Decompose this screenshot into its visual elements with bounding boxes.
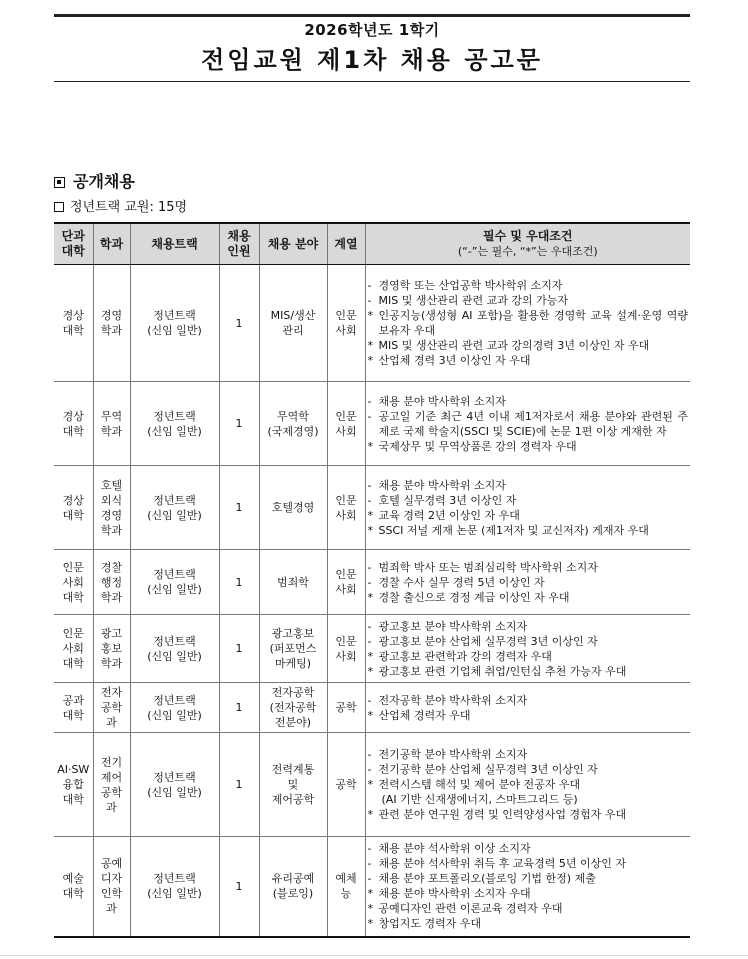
department-cell: 무역 학과 [93,382,130,466]
condition-text: (AI 기반 신재생에너지, 스마트그리드 등) [381,793,578,806]
condition-text: SSCI 저널 게재 논문 (제1저자 및 교신저자) 게재자 우대 [378,523,649,537]
condition-item [368,394,689,409]
condition-item [368,308,689,338]
condition-text: 광고홍보 분야 산업체 실무경력 3년 이상인 자 [378,634,598,648]
required-marker: - [367,478,372,492]
count-cell: 1 [219,265,259,382]
condition-text: 산업체 경력자 우대 [378,708,471,722]
college-cell: 예술 대학 [54,837,93,937]
header-track: 채용트랙 [130,223,219,265]
conditions-cell [365,837,690,937]
condition-item [368,590,689,605]
condition-item [368,508,689,523]
condition-item [368,901,689,916]
series-cell: 공학 [327,683,365,733]
required-marker: - [367,693,372,707]
count-cell: 1 [219,733,259,837]
preferred-marker: * [367,902,373,916]
condition-item [368,338,689,353]
field-cell: 호텔경영 [259,466,327,550]
condition-item [368,871,689,886]
condition-item [368,916,689,931]
required-marker: - [367,872,372,886]
table-row [54,550,690,615]
preferred-marker: * [367,439,373,453]
conditions-cell [365,683,690,733]
field-cell: 범죄학 [259,550,327,615]
condition-text: MIS 및 생산관리 관련 교과 강의경력 3년 이상인 자 우대 [378,339,650,352]
condition-item [368,649,689,664]
recruitment-table [54,222,690,938]
document-subtitle: 2026학년도 1학기 [304,21,440,39]
department-cell: 공예 디자 인학 과 [93,837,130,937]
header-top-rule [54,14,690,17]
condition-text: 채용 분야 석사학위 취득 후 교육경력 5년 이상인 자 [378,857,626,871]
table-row [54,733,690,837]
required-marker: - [367,763,372,776]
required-marker: - [367,560,372,574]
table-header-row [54,223,690,265]
series-cell: 인문 사회 [327,466,365,550]
count-cell: 1 [219,550,259,615]
preferred-marker: * [367,508,373,522]
condition-item [368,807,689,822]
condition-item [368,693,689,708]
required-marker: - [367,294,372,307]
track-cell: 정년트랙 (신임 일반) [130,615,219,683]
required-marker: - [367,279,372,292]
header-series: 계열 [327,223,365,265]
department-cell: 경영 학과 [93,265,130,382]
preferred-marker: * [367,708,373,722]
track-cell: 정년트랙 (신임 일반) [130,382,219,466]
condition-text: 산업체 경력 3년 이상인 자 우대 [378,354,531,367]
table-row [54,466,690,550]
condition-text: 채용 분야 박사학위 소지자 [378,394,506,408]
condition-item [368,575,689,590]
track-cell: 정년트랙 (신임 일반) [130,466,219,550]
department-cell: 전자 공학 과 [93,683,130,733]
field-cell: 유리공예 (블로잉) [259,837,327,937]
conditions-list [368,478,689,538]
table-row [54,683,690,733]
series-cell: 인문 사회 [327,550,365,615]
preferred-marker: * [367,664,373,678]
header-field: 채용 분야 [259,223,327,265]
required-marker: - [367,493,372,507]
condition-item [368,777,689,792]
condition-text: 전기공학 분야 산업체 실무경력 3년 이상인 자 [378,763,598,776]
condition-text: 경찰 출신으로 경정 계급 이상인 자 우대 [378,590,570,604]
field-cell: MIS/생산 관리 [259,265,327,382]
condition-item [368,409,689,439]
track-cell: 정년트랙 (신임 일반) [130,550,219,615]
condition-item [368,747,689,762]
track-cell: 정년트랙 (신임 일반) [130,837,219,937]
header-conditions [365,223,690,265]
college-cell: AI·SW 융합 대학 [54,733,93,837]
series-cell: 인문 사회 [327,265,365,382]
condition-text: 채용 분야 포트폴리오(블로잉 기법 한정) 제출 [378,872,596,886]
conditions-cell [365,550,690,615]
college-cell: 인문 사회 대학 [54,550,93,615]
condition-item [368,841,689,856]
condition-text: 광고홍보 관련 기업체 취업/인턴십 추천 가능자 우대 [378,664,627,678]
count-cell: 1 [219,466,259,550]
count-cell: 1 [219,837,259,937]
condition-text: 전력시스템 해석 및 제어 분야 전공자 우대 [378,778,581,791]
field-cell: 전자공학 (전자공학 전분야) [259,683,327,733]
condition-item [368,886,689,901]
subsection-heading [54,196,187,215]
condition-item [368,664,689,679]
conditions-list [368,394,689,454]
track-cell: 정년트랙 (신임 일반) [130,265,219,382]
condition-text: 교육 경력 2년 이상인 자 우대 [378,508,520,522]
condition-text: MIS 및 생산관리 관련 교과 강의 가능자 [378,294,568,307]
required-marker: - [367,748,372,761]
college-cell: 인문 사회 대학 [54,615,93,683]
conditions-list [368,278,689,368]
department-cell: 경찰 행정 학과 [93,550,130,615]
field-cell: 광고홍보 (퍼포먼스 마케팅) [259,615,327,683]
series-cell: 인문 사회 [327,615,365,683]
conditions-list [368,560,689,605]
required-marker: - [367,394,372,408]
series-cell: 인문 사회 [327,382,365,466]
condition-text: 인공지능(생성형 AI 포함)을 활용한 경영학 교육 설계·운영 역량 보유자 우대 [378,309,688,337]
condition-item [368,478,689,493]
required-marker: - [367,409,372,423]
condition-text: 채용 분야 석사학위 이상 소지자 [378,842,531,856]
college-cell: 경상 대학 [54,466,93,550]
header-conditions-title: 필수 및 우대조건 [482,229,573,243]
track-cell: 정년트랙 (신임 일반) [130,683,219,733]
condition-text: 관련 분야 연구원 경력 및 인력양성사업 경험자 우대 [378,808,627,821]
conditions-list [368,693,689,723]
condition-text: 광고홍보 분야 박사학위 소지자 [378,619,528,633]
header-count: 채용 인원 [219,223,259,265]
department-cell: 호텔 외식 경영 학과 [93,466,130,550]
condition-text: 채용 분야 박사학위 소지자 [378,478,506,492]
conditions-cell [365,382,690,466]
condition-item [368,856,689,871]
condition-text: 경찰 수사 실무 경력 5년 이상인 자 [378,575,545,589]
condition-text: 범죄학 박사 또는 범죄심리학 박사학위 소지자 [378,560,598,574]
preferred-marker: * [367,523,373,537]
required-marker: - [367,857,372,871]
condition-text: 국제상무 및 무역상품론 강의 경력자 우대 [378,439,577,453]
preferred-marker: * [367,590,373,604]
field-cell: 전력계통 및 제어공학 [259,733,327,837]
preferred-marker: * [367,309,373,322]
condition-item [368,353,689,368]
table-row [54,837,690,937]
required-marker: - [367,842,372,856]
condition-text: 광고홍보 관련학과 강의 경력자 우대 [378,649,552,663]
condition-text: 공예디자인 관련 이론교육 경력자 우대 [378,902,563,916]
table-row [54,382,690,466]
condition-item [368,439,689,454]
required-marker: - [367,634,372,648]
condition-item [368,792,689,807]
conditions-cell [365,733,690,837]
college-cell: 경상 대학 [54,382,93,466]
condition-text: 전자공학 분야 박사학위 소지자 [378,693,528,707]
condition-item [368,708,689,723]
table-row [54,615,690,683]
empty-square-icon [54,202,64,212]
conditions-list [368,747,689,822]
preferred-marker: * [367,354,373,367]
condition-text: 창업지도 경력자 우대 [378,917,482,931]
field-cell: 무역학 (국제경영) [259,382,327,466]
condition-item [368,560,689,575]
section-heading [54,169,135,192]
table-row [54,265,690,382]
series-cell: 공학 [327,733,365,837]
conditions-cell [365,265,690,382]
condition-item [368,634,689,649]
condition-text: 호텔 실무경력 3년 이상인 자 [378,493,517,507]
conditions-cell [365,466,690,550]
condition-item [368,523,689,538]
preferred-marker: * [367,778,373,791]
college-cell: 경상 대학 [54,265,93,382]
condition-item [368,278,689,293]
document-title: 전임교원 제1차 채용 공고문 [201,46,543,74]
condition-text: 경영학 또는 산업공학 박사학위 소지자 [378,279,563,292]
series-cell: 예체 능 [327,837,365,937]
count-cell: 1 [219,615,259,683]
header-college: 단과 대학 [54,223,93,265]
department-cell: 광고 홍보 학과 [93,615,130,683]
condition-text: 채용 분야 박사학위 소지자 우대 [378,887,531,901]
condition-text: 공고일 기준 최근 4년 이내 제1저자로서 채용 분야와 관련된 주제로 국제 학술지(SSCI 및 SCIE)에 논문 1편 이상 게재한 자 [378,409,688,438]
condition-text: 전기공학 분야 박사학위 소지자 [378,748,528,761]
filled-square-icon [54,177,65,188]
conditions-cell [365,615,690,683]
preferred-marker: * [367,887,373,901]
required-marker: - [367,575,372,589]
header-bottom-rule [54,81,690,82]
subsection-title: 정년트랙 교원: 15명 [70,200,188,215]
condition-item [368,493,689,508]
table-body [54,265,690,937]
preferred-marker: * [367,339,373,352]
preferred-marker: * [367,917,373,931]
required-marker: - [367,619,372,633]
condition-item [368,619,689,634]
track-cell: 정년트랙 (신임 일반) [130,733,219,837]
condition-item [368,293,689,308]
header-department: 학과 [93,223,130,265]
section-title: 공개채용 [73,172,135,191]
preferred-marker: * [367,649,373,663]
conditions-list [368,841,689,931]
count-cell: 1 [219,382,259,466]
count-cell: 1 [219,683,259,733]
page-bottom-divider [0,955,748,956]
conditions-list [368,619,689,679]
department-cell: 전기 제어 공학 과 [93,733,130,837]
header-conditions-note: (“-”는 필수, “*”는 우대조건) [457,245,598,258]
preferred-marker: * [367,808,373,821]
college-cell: 공과 대학 [54,683,93,733]
document-header [54,19,690,76]
condition-item [368,762,689,777]
